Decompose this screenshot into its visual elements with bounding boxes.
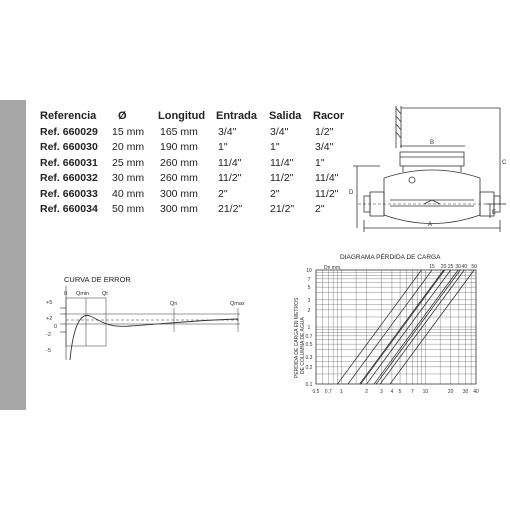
dn-label: 25	[447, 264, 454, 270]
y-tick: 0.1	[305, 382, 313, 388]
table-cell: 300 mm	[160, 203, 198, 215]
table-cell: 11/4"	[270, 156, 294, 169]
table-cell: 260 mm	[160, 156, 198, 169]
dn-label: 15	[429, 264, 435, 270]
x-tick: 2	[365, 389, 369, 395]
x-tick: 10	[422, 389, 429, 395]
table-cell: 25 mm	[112, 156, 145, 169]
y-tick: 10	[306, 268, 312, 274]
meter-drawing	[340, 100, 510, 250]
y-tick: +5	[46, 300, 53, 306]
table-cell: 15 mm	[112, 125, 145, 138]
pressure-ylabel	[294, 296, 306, 378]
table-cell: 1/2"	[315, 125, 334, 138]
table-cell: 50 mm	[112, 203, 145, 215]
y-tick: +2	[46, 316, 53, 322]
table-cell: 2"	[218, 187, 228, 200]
dim-label-b: B	[430, 140, 435, 146]
table-cell: Ref. 660031	[40, 156, 98, 169]
y-tick: 0.5	[305, 342, 313, 349]
x-label: Qmin	[76, 291, 90, 297]
table-cell: 2"	[270, 187, 280, 200]
table-cell: 11/2"	[218, 172, 242, 184]
header-cell: Salida	[269, 110, 302, 122]
dn-label: Dn mm.	[324, 265, 342, 271]
x-tick: 40	[473, 389, 479, 395]
table-cell: Ref. 660033	[40, 187, 98, 200]
dn-label: 40	[461, 264, 468, 270]
table-cell: 260 mm	[160, 172, 198, 184]
ylabel-line: PERDIDA DE CARGA EN METROS	[294, 297, 300, 378]
table-cell: 1"	[270, 141, 280, 153]
table-cell: Ref. 660034	[40, 203, 98, 215]
table-cell: 3/4"	[218, 125, 237, 138]
table-cell: Ref. 660032	[40, 172, 98, 184]
y-tick: 2	[307, 307, 311, 314]
dn-label: 30	[455, 264, 461, 270]
dim-label-a: A	[428, 222, 433, 228]
y-tick: 0.2	[305, 364, 313, 371]
y-tick: -2	[46, 332, 51, 338]
y-tick: 0.3	[305, 354, 313, 361]
table-cell: Ref. 660030	[40, 141, 98, 153]
y-tick: 7	[307, 276, 311, 283]
dim-label-d: D	[349, 190, 354, 196]
header-cell: Longitud	[158, 110, 206, 122]
x-tick: 20	[447, 389, 454, 395]
x-tick: 0.7	[324, 389, 332, 395]
table-cell: 11/4"	[315, 172, 339, 184]
table-cell: 21/2"	[218, 203, 243, 215]
y-tick: -5	[46, 348, 51, 354]
y-tick: 0.7	[305, 333, 313, 340]
x-tick: 0.5	[312, 389, 320, 395]
pressure-loss-chart	[270, 248, 490, 408]
table-cell: 3/4"	[270, 125, 289, 138]
dn-label: 50	[471, 264, 477, 270]
sidebar-strip	[0, 100, 26, 410]
ylabel-line: DE COLUMNA DE AGUA	[300, 317, 306, 374]
y-tick: 0	[54, 324, 58, 330]
header-cell: Referencia	[40, 110, 97, 122]
header-cell: Entrada	[216, 110, 257, 122]
x-tick: 5	[398, 389, 402, 395]
x-tick: 4	[390, 389, 394, 395]
x-label: Qmax	[230, 301, 245, 307]
header-cell: Ø	[118, 110, 127, 122]
table-cell: 190 mm	[160, 141, 198, 153]
x-label: Qt	[102, 291, 108, 297]
table-cell: 40 mm	[112, 187, 145, 200]
x-label: Qn	[170, 301, 178, 307]
table-cell: Ref. 660029	[40, 125, 98, 138]
table-cell: 2"	[315, 203, 325, 215]
y-tick: 3	[307, 297, 311, 304]
dim-label-c: C	[502, 160, 507, 166]
x-tick: 7	[410, 389, 414, 395]
dn-label: 20	[440, 264, 447, 270]
error-curve-title: CURVA DE ERROR	[64, 275, 131, 284]
table-cell: 11/2"	[315, 187, 339, 200]
table-cell: 11/2"	[270, 172, 294, 184]
table-cell: 20 mm	[112, 141, 145, 153]
x-tick: 3	[380, 389, 383, 395]
x-tick: 1	[339, 389, 343, 395]
table-cell: 1"	[315, 156, 325, 169]
table-cell: 11/4"	[218, 156, 242, 169]
table-cell: 165 mm	[160, 125, 198, 138]
table-cell: 30 mm	[112, 172, 145, 184]
y-tick: 1	[307, 325, 311, 331]
y-tick: 5	[307, 285, 311, 292]
table-cell: 300 mm	[160, 187, 198, 200]
x-tick: 30	[462, 389, 469, 395]
header-cell: Racor	[313, 110, 345, 122]
table-cell: 1"	[218, 141, 228, 153]
dim-label-e: E	[492, 210, 497, 216]
error-curve-chart	[40, 268, 250, 368]
pressure-diagram-title: DIAGRAMA PÉRDIDA DE CARGA	[340, 254, 441, 261]
x-label: 0	[64, 291, 68, 297]
table-cell: 3/4"	[315, 141, 334, 153]
table-cell: 21/2"	[270, 203, 295, 215]
